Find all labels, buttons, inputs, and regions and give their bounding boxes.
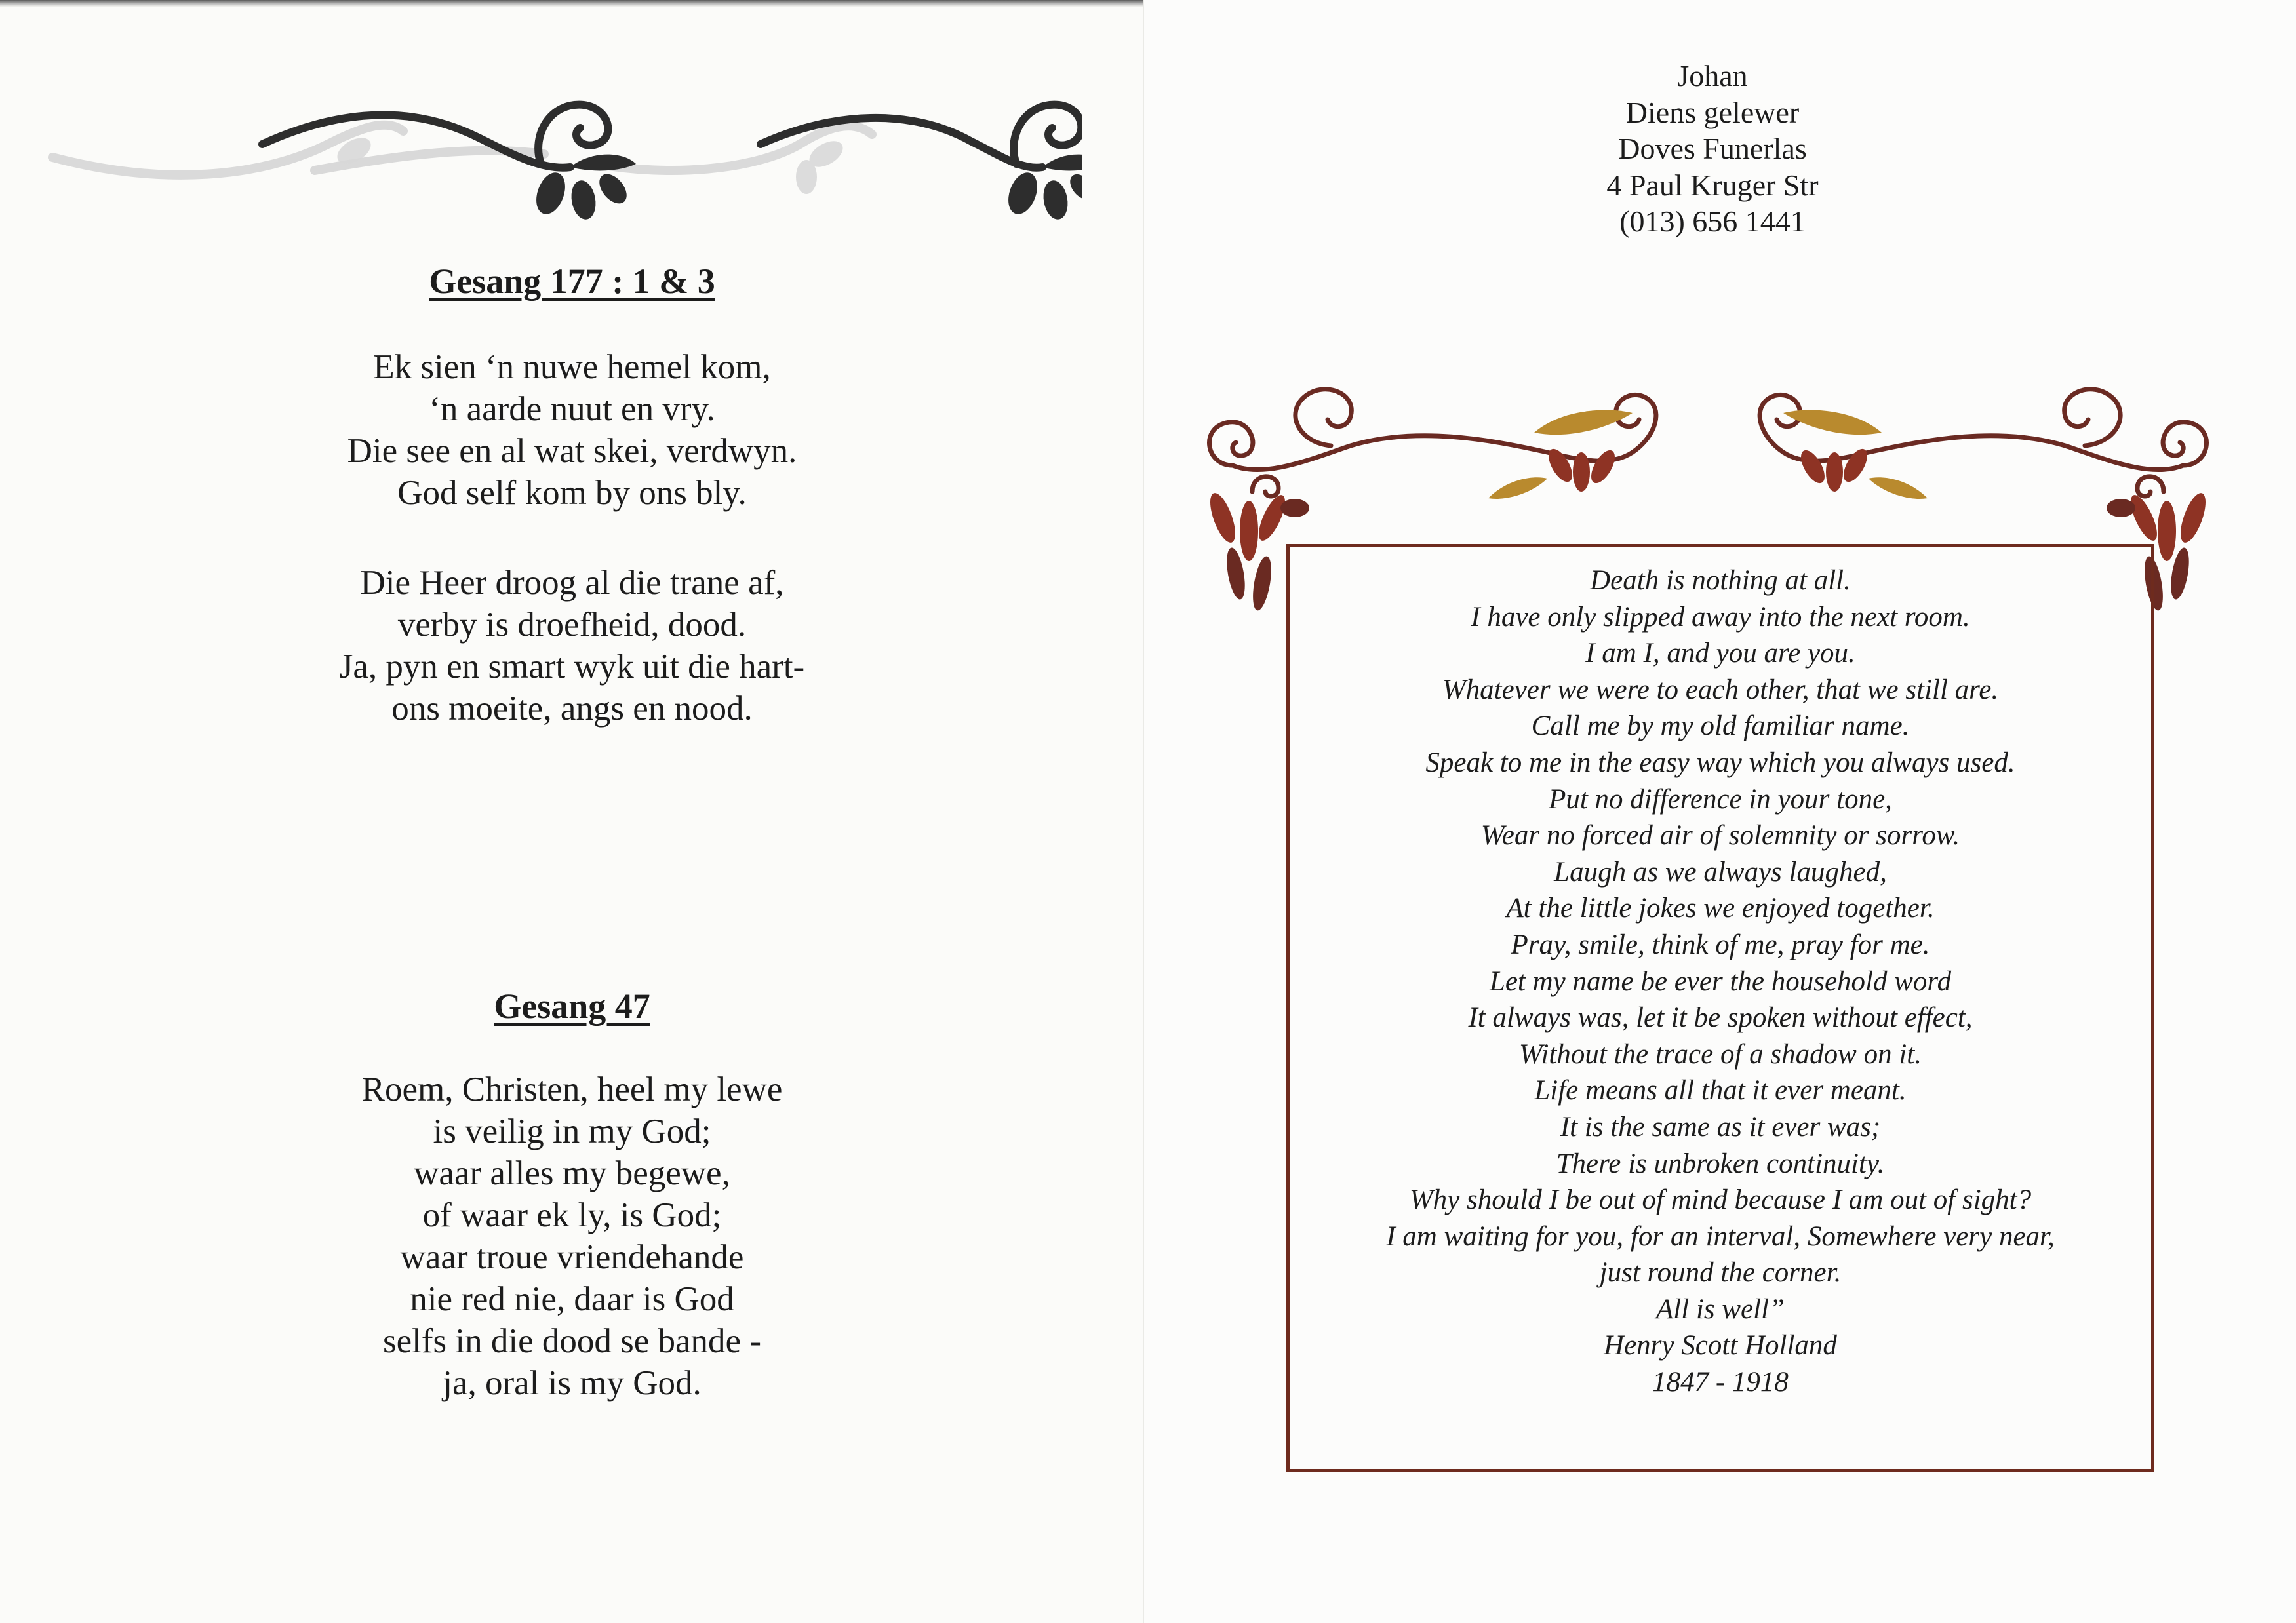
stanza-line: God self kom by ons bly.: [397, 474, 747, 512]
stanza-line: nie red nie, daar is God: [410, 1280, 734, 1318]
hymn-stanza: [0, 562, 1144, 730]
poem-line: Speak to me in the easy way which you always used.: [1425, 747, 2015, 778]
poem-line: Why should I be out of mind because I am out of sight?: [1409, 1184, 2032, 1216]
poem: [1286, 562, 2154, 1401]
poem-author: Henry Scott Holland: [1604, 1330, 1837, 1361]
decorative-flourish: [46, 72, 1082, 223]
poem-line: It is the same as it ever was;: [1560, 1111, 1881, 1143]
poem-line: Death is nothing at all.: [1590, 565, 1851, 596]
stanza-line: waar troue vriendehande: [400, 1238, 744, 1276]
stanza-line: Ek sien ‘n nuwe hemel kom,: [373, 348, 771, 386]
poem-line: Without the trace of a shadow on it.: [1519, 1038, 1922, 1070]
contact-address: 4 Paul Kruger Str: [1606, 168, 1819, 202]
poem-line: All is well”: [1656, 1293, 1785, 1325]
poem-line: I am waiting for you, for an interval, Somewhere very near,: [1386, 1221, 2055, 1252]
poem-line: Life means all that it ever meant.: [1534, 1075, 1907, 1106]
contact-company: Doves Funerlas: [1618, 132, 1807, 165]
poem-line: I have only slipped away into the next room.: [1471, 601, 1970, 633]
stanza-line: ons moeite, angs en nood.: [391, 690, 753, 728]
poem-line: Laugh as we always laughed,: [1554, 856, 1887, 888]
hymn-stanza: [0, 1068, 1144, 1404]
stanza-line: Die see en al wat skei, verdwyn.: [347, 432, 797, 470]
poem-line: Pray, smile, think of me, pray for me.: [1511, 929, 1930, 960]
scan-top-edge: [0, 0, 1144, 7]
poem-line: There is unbroken continuity.: [1556, 1148, 1885, 1179]
poem-line: Let my name be ever the household word: [1489, 966, 1952, 997]
hymn-title-gesang-177: Gesang 177 : 1 & 3: [429, 262, 715, 301]
stanza-line: selfs in die dood se bande -: [383, 1322, 761, 1360]
poem-line: At the little jokes we enjoyed together.: [1506, 893, 1935, 924]
stanza-line: of waar ek ly, is God;: [422, 1196, 722, 1234]
poem-line: Wear no forced air of solemnity or sorrow.: [1480, 820, 1960, 851]
poem-years: 1847 - 1918: [1652, 1367, 1789, 1398]
stanza-line: ‘n aarde nuut en vry.: [429, 390, 715, 428]
stanza-line: verby is droefheid, dood.: [397, 606, 747, 644]
stanza-line: is veilig in my God;: [433, 1112, 711, 1150]
poem-line: It always was, let it be spoken without effect,: [1468, 1002, 1973, 1034]
poem-line: Put no difference in your tone,: [1549, 783, 1892, 815]
stanza-line: Die Heer droog al die trane af,: [360, 564, 784, 602]
contact-name: Johan: [1677, 59, 1748, 92]
poem-line: I am I, and you are you.: [1585, 638, 1855, 669]
left-page: [0, 0, 1144, 1623]
hymn-stanza: [0, 346, 1144, 514]
service-provider-contact: [1450, 58, 1975, 240]
stanza-line: ja, oral is my God.: [443, 1364, 702, 1402]
stanza-line: waar alles my begewe,: [414, 1154, 730, 1192]
poem-line: Call me by my old familiar name.: [1531, 711, 1910, 742]
hymn-title-gesang-47: Gesang 47: [494, 987, 650, 1026]
poem-line: just round the corner.: [1599, 1257, 1842, 1289]
poem-line: Whatever we were to each other, that we still are.: [1442, 674, 1999, 705]
stanza-line: Roem, Christen, heel my lewe: [361, 1070, 783, 1108]
contact-phone: (013) 656 1441: [1619, 205, 1806, 238]
contact-role: Diens gelewer: [1625, 95, 1800, 129]
stanza-line: Ja, pyn en smart wyk uit die hart-: [339, 648, 805, 686]
